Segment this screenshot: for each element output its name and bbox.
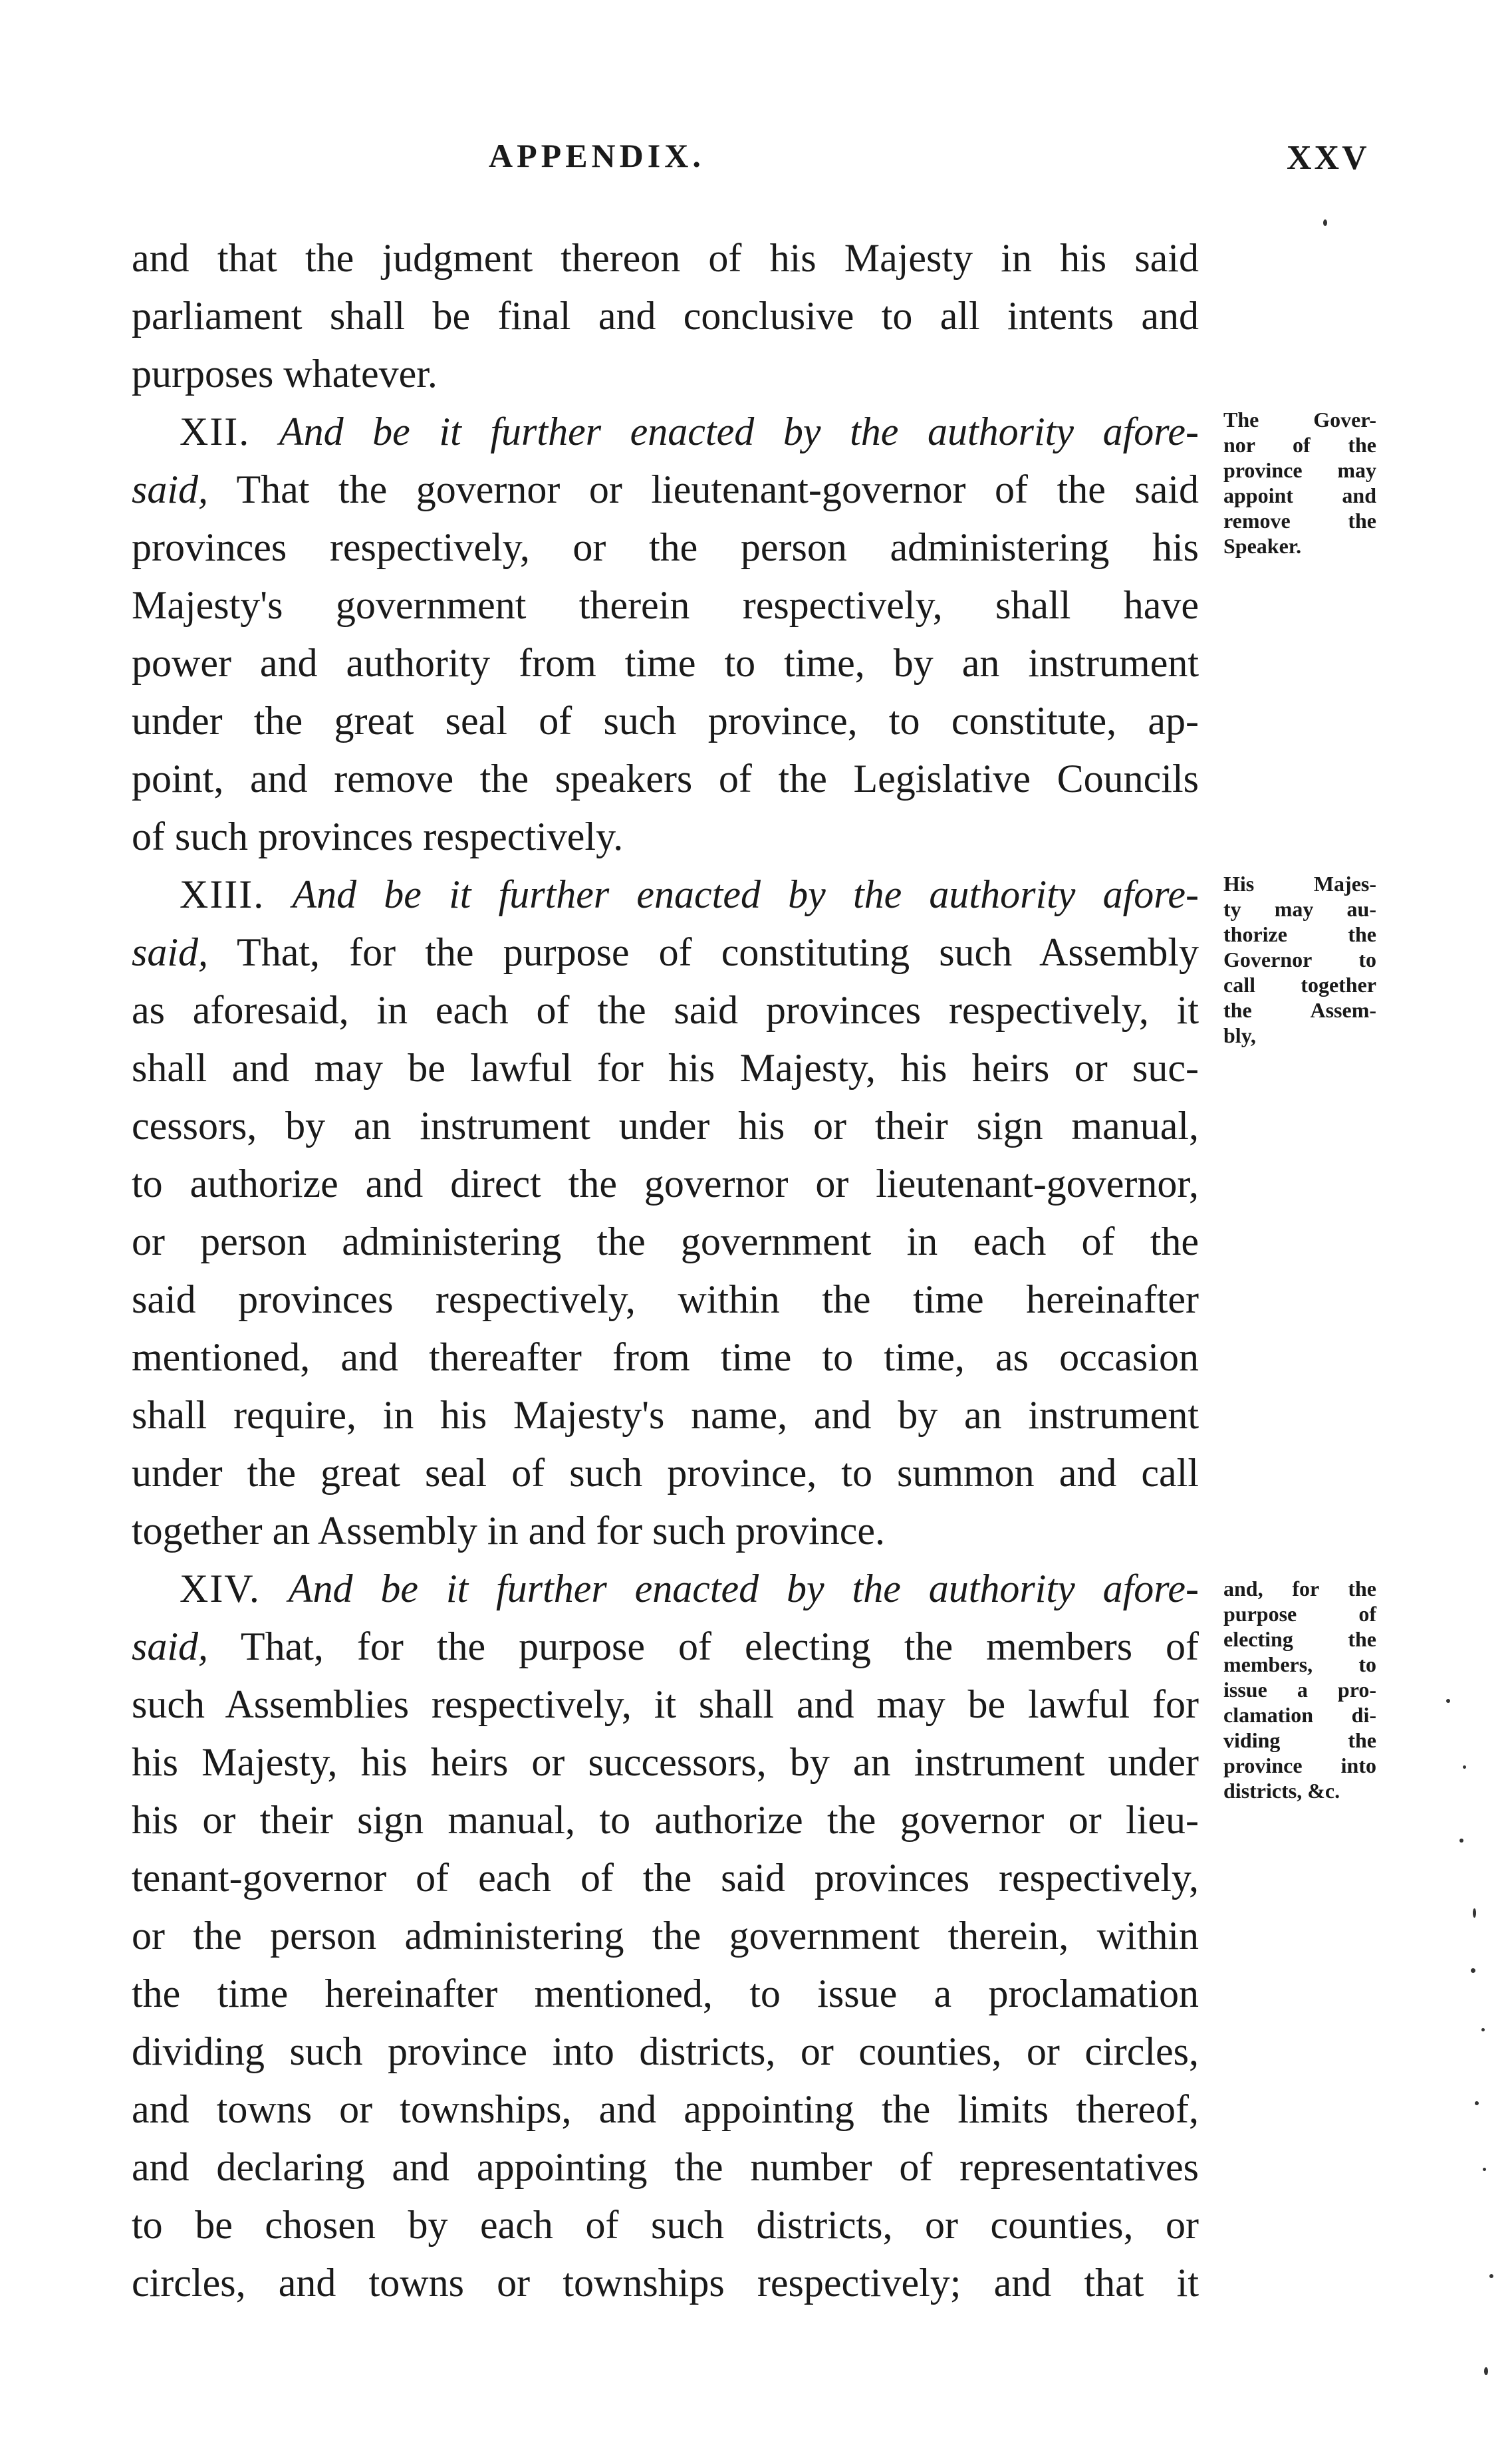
margin-note-line: and, for the	[1223, 1577, 1376, 1601]
section-heading-line	[132, 1560, 1199, 1618]
text-line: or person administering the government in each of the	[132, 1220, 1199, 1263]
margin-note-line: call together	[1223, 973, 1376, 997]
margin-note-line: viding the	[1223, 1728, 1376, 1752]
text-line: his Majesty, his heirs or successors, by an instrument under	[132, 1740, 1199, 1784]
text-line: point, and remove the speakers of the Legislative Councils	[132, 757, 1199, 801]
text-line: purposes whatever.	[132, 352, 438, 396]
text-line: mentioned, and thereafter from time to time, as occasion	[132, 1335, 1199, 1379]
margin-note-line: bly,	[1223, 1023, 1256, 1047]
margin-note-line: province may	[1223, 458, 1376, 482]
text-line: of such provinces respectively.	[132, 815, 624, 858]
margin-note-line: His Majes-	[1223, 872, 1376, 896]
margin-note-line: remove the	[1223, 509, 1376, 533]
text-line: said provinces respectively, within the time hereinafter	[132, 1277, 1199, 1321]
margin-note-line: districts, &c.	[1223, 1779, 1340, 1803]
scan-speck	[1481, 2028, 1485, 2031]
text-line: parliament shall be final and conclusive to all intents and	[132, 294, 1199, 338]
body-text	[132, 229, 1199, 2312]
italic-word: said,	[132, 1624, 209, 1668]
enacting-clause: And be it further enacted by the authority afore-	[279, 410, 1199, 453]
text-line: provinces respectively, or the person administering his	[132, 525, 1199, 569]
section-numeral: XIII.	[180, 872, 265, 916]
scan-speck	[1463, 1765, 1466, 1769]
text-line: power and authority from time to time, by an instrument	[132, 641, 1199, 685]
margin-note-line: members, to	[1223, 1652, 1376, 1676]
margin-note-line: issue a pro-	[1223, 1678, 1376, 1702]
text-line: shall and may be lawful for his Majesty, his heirs or suc-	[132, 1046, 1199, 1090]
section-numeral: XII.	[180, 410, 251, 453]
text-line: under the great seal of such province, to constitute, ap-	[132, 699, 1199, 743]
scan-speck	[1471, 1968, 1475, 1973]
italic-word: said,	[132, 467, 209, 511]
scan-speck	[1323, 219, 1327, 226]
text-line: his or their sign manual, to authorize the governor or lieu-	[132, 1798, 1199, 1842]
section-numeral: XIV.	[180, 1567, 261, 1610]
text-line: the time hereinafter mentioned, to issue a proclamation	[132, 1972, 1199, 2015]
text-line: to authorize and direct the governor or lieutenant-governor,	[132, 1162, 1199, 1206]
section-heading-line	[132, 866, 1199, 924]
margin-note-line: thorize the	[1223, 922, 1376, 946]
text-line: such Assemblies respectively, it shall and may be lawful for	[132, 1682, 1199, 1726]
margin-note-speaker	[1223, 407, 1376, 559]
page-number: XXV	[1287, 139, 1370, 177]
italic-word: said,	[132, 930, 209, 974]
text-line: and that the judgment thereon of his Majesty in his said	[132, 236, 1199, 280]
scan-speck	[1473, 1908, 1476, 1918]
margin-note-line: the Assem-	[1223, 998, 1376, 1022]
text-line	[132, 461, 1199, 519]
line-text: That the governor or lieutenant-governor of the said	[208, 467, 1199, 511]
text-line: circles, and towns or townships respectively; and that it	[132, 2261, 1199, 2305]
margin-note-line: clamation di-	[1223, 1703, 1376, 1727]
margin-note-line: electing the	[1223, 1627, 1376, 1651]
text-line: under the great seal of such province, to summon and call	[132, 1451, 1199, 1495]
text-line: and declaring and appointing the number of representatives	[132, 2145, 1199, 2189]
margin-note-line: The Gover-	[1223, 408, 1376, 432]
margin-note-line: nor of the	[1223, 433, 1376, 457]
scan-speck	[1484, 2367, 1488, 2375]
scan-speck	[1489, 2274, 1493, 2278]
text-line	[132, 1618, 1199, 1676]
margin-note-line: province into	[1223, 1753, 1376, 1777]
margin-note-line: appoint and	[1223, 483, 1376, 507]
scan-speck	[1446, 1699, 1450, 1703]
margin-note-proclamation	[1223, 1576, 1376, 1803]
text-line: cessors, by an instrument under his or their sign manual,	[132, 1104, 1199, 1148]
scan-speck	[1459, 1839, 1463, 1843]
line-text: That, for the purpose of electing the members of	[208, 1624, 1199, 1668]
section-heading-line	[132, 403, 1199, 461]
margin-note-line: Speaker.	[1223, 534, 1302, 558]
text-line: or the person administering the government therein, within	[132, 1914, 1199, 1958]
text-line: together an Assembly in and for such province.	[132, 1509, 886, 1553]
text-line	[132, 924, 1199, 981]
text-line: as aforesaid, in each of the said provinces respectively, it	[132, 988, 1199, 1032]
scan-speck	[1483, 2168, 1486, 2171]
running-title: APPENDIX.	[489, 137, 705, 174]
text-line: to be chosen by each of such districts, or counties, or	[132, 2203, 1199, 2247]
text-line: tenant-governor of each of the said provinces respectively,	[132, 1856, 1199, 1900]
scan-speck	[1475, 2101, 1479, 2105]
margin-note-line: purpose of	[1223, 1602, 1376, 1626]
margin-note-assembly	[1223, 871, 1376, 1048]
text-line: dividing such province into districts, or counties, or circles,	[132, 2029, 1199, 2073]
text-line: shall require, in his Majesty's name, and by an instrument	[132, 1393, 1199, 1437]
enacting-clause: And be it further enacted by the authority afore-	[288, 1567, 1199, 1610]
line-text: That, for the purpose of constituting such Assembly	[208, 930, 1199, 974]
margin-note-line: ty may au-	[1223, 897, 1376, 921]
enacting-clause: And be it further enacted by the authority afore-	[292, 872, 1199, 916]
text-line: and towns or townships, and appointing the limits thereof,	[132, 2087, 1199, 2131]
margin-note-line: Governor to	[1223, 948, 1376, 971]
text-line: Majesty's government therein respectively, shall have	[132, 583, 1199, 627]
